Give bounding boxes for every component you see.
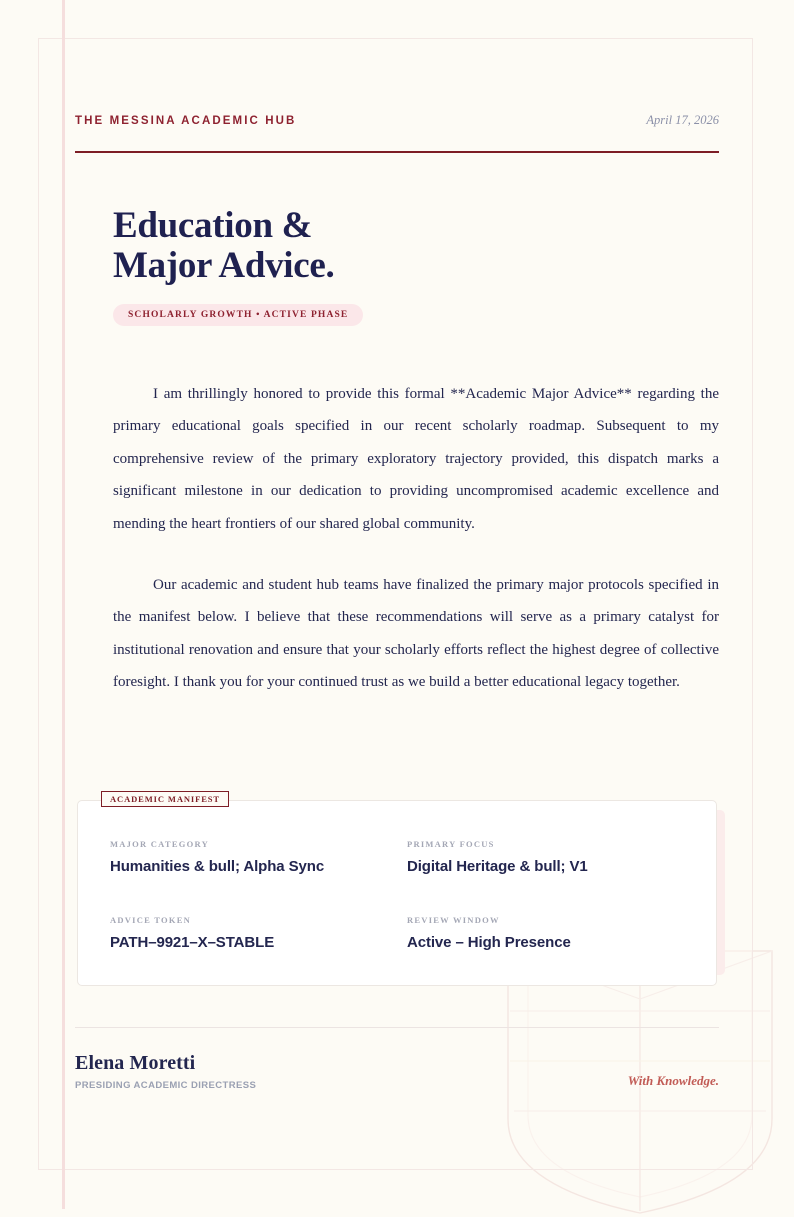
masthead-divider: [75, 151, 719, 153]
masthead: [75, 113, 719, 128]
signer-name: Elena Moretti: [75, 1052, 196, 1074]
body-paragraph-1: I am thrillingly honored to provide this formal **Academic Major Advice** regarding the primary educational goals specified in our recent scholarly roadmap. Subsequent to my comprehensive review of the primary exploratory trajectory provided, this dispatch marks a significant milestone in our dedication to providing uncompromised academic excellence and mending the heart frontiers of our shared global community.: [113, 386, 719, 532]
manifest-tab-label: ACADEMIC MANIFEST: [101, 791, 229, 807]
page-title-line-1: Education &: [113, 205, 313, 246]
manifest-field: [407, 915, 684, 951]
manifest-field-label: REVIEW WINDOW: [407, 915, 500, 925]
manifest-field-value: Digital Heritage & bull; V1: [407, 858, 588, 875]
page-title-line-2: Major Advice.: [113, 245, 335, 287]
body-copy: [113, 378, 719, 699]
body-paragraph-2: Our academic and student hub teams have finalized the primary major protocols specified in the manifest below. I believe that these recommendations will serve as a primary catalyst for institutional renovation and ensure that your scholarly efforts reflect the highest degree of collective foresight. I thank you for your continued trust as we build a better educational legacy together.: [113, 577, 719, 691]
document-date: April 17, 2026: [646, 113, 719, 127]
brand-name: THE MESSINA ACADEMIC HUB: [75, 115, 297, 127]
manifest-field: [110, 839, 387, 875]
manifest-section: [77, 794, 717, 986]
manifest-field-label: PRIMARY FOCUS: [407, 839, 495, 849]
manifest-field-label: ADVICE TOKEN: [110, 915, 192, 925]
margin-rule: [62, 0, 65, 1209]
manifest-field-value: Active – High Presence: [407, 934, 571, 951]
manifest-field: [110, 915, 387, 951]
page-title: [113, 206, 719, 287]
manifest-field-value: Humanities & bull; Alpha Sync: [110, 858, 325, 875]
manifest-field-label: MAJOR CATEGORY: [110, 839, 209, 849]
manifest-card: [77, 800, 717, 986]
manifest-field: [407, 839, 684, 875]
signature-block: [75, 1052, 256, 1091]
signer-role: PRESIDING ACADEMIC DIRECTRESS: [75, 1080, 257, 1091]
footer: [75, 1052, 719, 1091]
title-block: [113, 206, 719, 326]
manifest-field-value: PATH–9921–X–STABLE: [110, 934, 275, 951]
status-badge: SCHOLARLY GROWTH • ACTIVE PHASE: [113, 304, 363, 326]
footer-motto: With Knowledge.: [627, 1073, 719, 1088]
footer-divider: [75, 1027, 719, 1028]
manifest-grid: [110, 839, 684, 951]
